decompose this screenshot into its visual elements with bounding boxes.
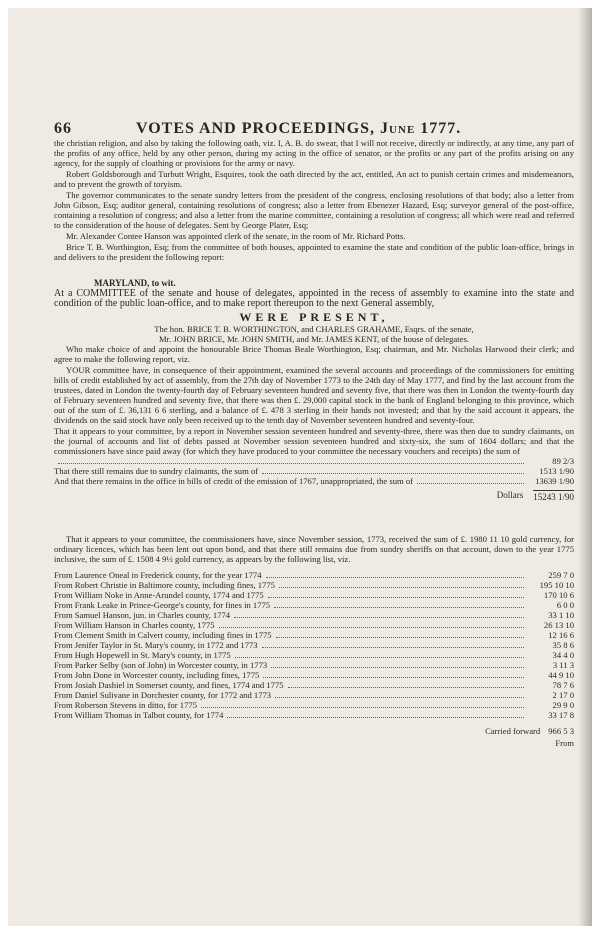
- account-row: [54, 660, 574, 670]
- leader-dots: [262, 647, 524, 648]
- account-amount: 2 17 0: [552, 690, 574, 700]
- account-text: From Samuel Hanson, jun. in Charles county, 1774: [54, 610, 231, 620]
- carried-forward: [54, 726, 574, 736]
- sheriff-accounts-list: [54, 570, 574, 720]
- maryland-heading: MARYLAND, to wit.: [94, 278, 176, 288]
- blank-space: [54, 502, 574, 534]
- account-amount: 26 13 10: [543, 620, 574, 630]
- paragraph-oath: the christian religion, and also by taking the following oath, viz. I, A. B. do swear, that I will not receive, directly or indirectly, at any time, any part of the profits of any office, held by any other person, during my acting in the office of senator, or the profits or any part of the profits arising on any agency, for the supply of cloathing or provisions for the army or navy.: [54, 138, 574, 168]
- leader-dots: [268, 597, 524, 598]
- running-title: VOTES AND PROCEEDINGS, June 1777.: [136, 120, 462, 137]
- account-amount: 44 9 10: [548, 670, 574, 680]
- account-amount: 33 1 10: [548, 610, 574, 620]
- account-amount: 33 17 8: [548, 710, 574, 720]
- claimants-line: [54, 466, 574, 476]
- account-text: From Daniel Sulivane in Dorchester county, for 1772 and 1773: [54, 690, 272, 700]
- account-text: From Hugh Hopewell in St. Mary's county, in 1775: [54, 650, 231, 660]
- leader-dots: [271, 667, 524, 668]
- account-row: [54, 710, 574, 720]
- account-text: From William Noke in Anne-Arundel county, 1774 and 1775: [54, 590, 264, 600]
- unappropriated-line: [54, 476, 574, 486]
- binding-shadow: [578, 8, 592, 926]
- leader-dots: [219, 627, 524, 628]
- account-row: [54, 690, 574, 700]
- committee-heading: At a COMMITTEE of the senate and house of delegates, appointed in the recess of assembly to examine into the state and condition of the public loan-office, and to make report thereupon to the next General assembly,: [54, 288, 574, 309]
- leader-dots: [288, 687, 524, 688]
- receipts-text: That it appears to your committee, by a report in November session seventeen hundred and seventy-three, there was then due to sundry claimants, on the journal of accounts and list of debts passed at November session seventeen hundred and sixty-six, the sum of 1604 dollars; and that the commissioners have since paid away (for which they have produced to your committee the necessary vouchers and receipts) the sum of: [54, 426, 574, 456]
- paragraph-clerk-appointment: Mr. Alexander Contee Hanson was appointed clerk of the senate, in the room of Mr. Richard Potts.: [66, 231, 406, 241]
- carried-forward-amount: 966 5 3: [548, 726, 574, 736]
- account-row: [54, 610, 574, 620]
- account-row: [54, 590, 574, 600]
- account-amount: 3 11 3: [552, 660, 574, 670]
- account-amount: 35 8 6: [552, 640, 574, 650]
- dollars-label: Dollars: [496, 490, 524, 500]
- receipts-amount-line: [54, 456, 574, 466]
- document-page: [8, 8, 592, 926]
- account-amount: 12 16 6: [548, 630, 574, 640]
- account-row: [54, 650, 574, 660]
- account-text: From Clement Smith in Calvert county, including fines in 1775: [54, 630, 272, 640]
- leader-dots: [417, 483, 524, 484]
- account-amount: 259 7 0: [548, 570, 574, 580]
- members-senate: The hon. BRICE T. B. WORTHINGTON, and CHARLES GRAHAME, Esqrs. of the senate,: [154, 324, 474, 334]
- paragraph-chairman: Who make choice of and appoint the honourable Brice Thomas Beale Worthington, Esq; chairman, and Mr. Nicholas Harwood their clerk; and agree to make the following report, viz.: [54, 344, 574, 364]
- leader-dots: [58, 463, 524, 464]
- account-row: [54, 620, 574, 630]
- account-amount: 34 4 0: [552, 650, 574, 660]
- account-text: From Roberson Stevens in ditto, for 1775: [54, 700, 197, 710]
- claimants-amount: 1513 1/90: [539, 466, 574, 476]
- account-text: From Parker Selby (son of John) in Worcester county, in 1773: [54, 660, 268, 670]
- dollars-amount: 15243 1/90: [533, 492, 574, 502]
- account-row: [54, 670, 574, 680]
- unappropriated-text: And that there remains in the office in bills of credit of the emission of 1767, unappropriated, the sum of: [54, 476, 414, 486]
- account-row: [54, 600, 574, 610]
- leader-dots: [235, 657, 524, 658]
- account-amount: 195 10 10: [539, 580, 574, 590]
- account-row: [54, 580, 574, 590]
- account-text: From Robert Christie in Baltimore county, including fines, 1775: [54, 580, 275, 590]
- leader-dots: [234, 617, 524, 618]
- leader-dots: [266, 577, 524, 578]
- leader-dots: [201, 707, 524, 708]
- leader-dots: [276, 637, 524, 638]
- account-amount: 29 9 0: [552, 700, 574, 710]
- account-text: From Jenifer Taylor in St. Mary's county, in 1772 and 1773: [54, 640, 258, 650]
- account-text: From John Done in Worcester county, including fines, 1775: [54, 670, 260, 680]
- leader-dots: [279, 587, 524, 588]
- account-row: [54, 700, 574, 710]
- were-present-heading: WERE PRESENT,: [239, 310, 389, 324]
- account-amount: 78 7 6: [552, 680, 574, 690]
- account-amount: 6 0 0: [556, 600, 574, 610]
- paragraph-committee-findings: YOUR committee have, in consequence of their appointment, examined the several accounts and proceedings of the commissioners for emitting bills of credit established by act of assembly, from the 27th day of November 1773 to the 24th day of May 1777, and find by the last account from the trustees, dated in London the twenty-fourth day of February seventeen hundred and seventy five, that there was then in London the twenty-fourth day of February seventeen hundred and seventy five, that there was then £. 29,000 capital stock in the bank of England belonging to this province, which out of the sum of £. 36,131 6 6 sterling, and a balance of £. 478 3 sterling in their hands not invested; and that by the said account it appears, the dividends on the said stock have only been received up to the tenth day of November seventeen hundred and seventy-four.: [54, 365, 574, 425]
- account-text: From Josiah Dashiel in Somerset county, and fines, 1774 and 1775: [54, 680, 284, 690]
- account-text: From William Hanson in Charles county, 1775: [54, 620, 215, 630]
- account-text: From Frank Leake in Prince-George's county, for fines in 1775: [54, 600, 271, 610]
- carried-forward-label: Carried forward: [485, 726, 541, 736]
- leader-dots: [275, 697, 524, 698]
- paragraph-licences: That it appears to your committee, the commissioners have, since November session, 1773, received the sum of £. 1980 11 10 gold currency, for ordinary licences, which has been lent out upon bond, and that there still remains due from sundry sheriffs on that account, down to the year 1775 inclusive, the sum of £. 1508 4 9½ gold currency, as appears by the following list, viz.: [54, 534, 574, 564]
- page-number: 66: [54, 120, 72, 137]
- paragraph-goldsborough: Robert Goldsborough and Turbutt Wright, Esquires, took the oath directed by the act, entitled, An act to punish certain crimes and misdemeanors, and to prevent the growth of toryism.: [54, 169, 574, 189]
- account-text: From Laurence Oneal in Frederick county, for the year 1774: [54, 570, 262, 580]
- dollars-total: [54, 490, 574, 502]
- members-delegates: Mr. JOHN BRICE, Mr. JOHN SMITH, and Mr. JAMES KENT, of the house of delegates.: [159, 334, 469, 344]
- account-text: From William Thomas in Talbot county, for 1774: [54, 710, 224, 720]
- leader-dots: [262, 473, 524, 474]
- leader-dots: [263, 677, 524, 678]
- account-amount: 170 10 6: [543, 590, 574, 600]
- leader-dots: [227, 717, 524, 718]
- receipts-amount: 89 2/3: [552, 456, 574, 466]
- paragraph-governor-letters: The governor communicates to the senate sundry letters from the president of the congress, enclosing resolutions of that body; also a letter from John Gibson, Esq; auditor general, containing resolutions of congress; also a letter from Ebenezer Hazard, Esq; surveyor general of the post-office, containing a resolution of congress; and also a letter from the marine committee, containing a resolution of congress; all which were read and referred to the consideration of the house of delegates. Sent by George Plater, Esq;: [54, 190, 574, 230]
- page-body: [54, 138, 574, 748]
- receipts-line: [54, 426, 574, 456]
- leader-dots: [274, 607, 524, 608]
- claimants-text: That there still remains due to sundry claimants, the sum of: [54, 466, 259, 476]
- catchword: From: [555, 738, 574, 748]
- unappropriated-amount: 13639 1/90: [535, 476, 574, 486]
- account-row: [54, 570, 574, 580]
- account-row: [54, 630, 574, 640]
- paragraph-worthington-report: Brice T. B. Worthington, Esq; from the committee of both houses, appointed to examine the state and condition of the public loan-office, brings in and delivers to the president the following report:: [54, 242, 574, 262]
- account-row: [54, 640, 574, 650]
- account-row: [54, 680, 574, 690]
